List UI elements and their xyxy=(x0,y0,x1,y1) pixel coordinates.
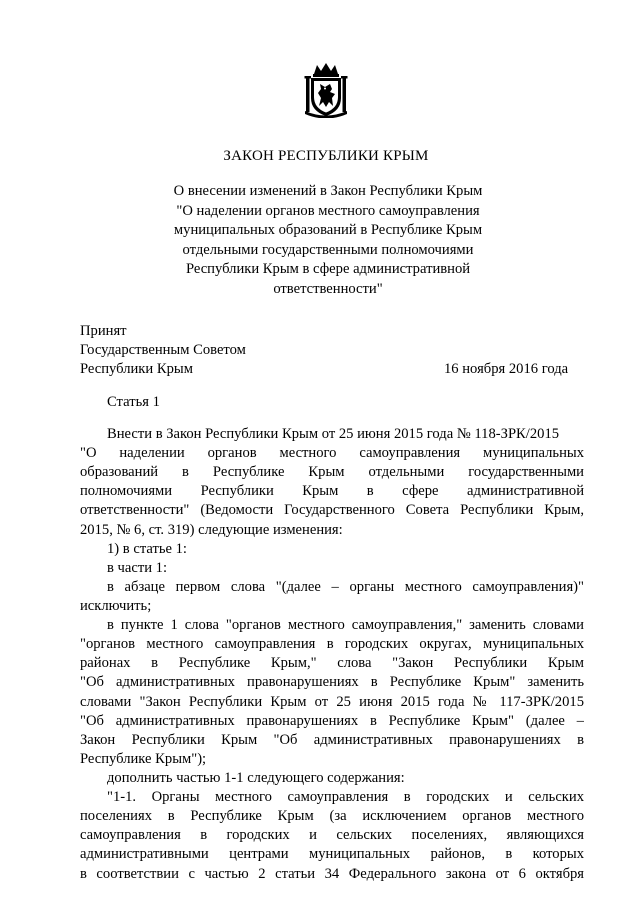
body-line: административными центрами муниципальных районов, в которых xyxy=(80,846,584,863)
body-line: "органов местного самоуправления в городских округах, муниципальных xyxy=(80,636,584,653)
body-line: 2015, № 6, ст. 319) следующие изменения: xyxy=(80,521,343,538)
body-line: Закон Республики Крым "Об административных правонарушениях в xyxy=(80,731,584,748)
body-line: ответственности" (Ведомости Государственного Совета Республики Крым, xyxy=(80,502,584,519)
body-line: словами "Закон Республики Крым от 25 июня 2015 года № 117-ЗРК/2015 xyxy=(80,693,584,710)
document-subtitle xyxy=(150,182,506,300)
article-body xyxy=(80,425,584,884)
body-line: "Об административных правонарушениях в Республике Крым" (далее – xyxy=(80,712,584,729)
body-line: Республике Крым"); xyxy=(80,750,207,767)
subtitle-line: отдельными государственными полномочиями xyxy=(182,241,474,258)
body-line: районах в Республике Крым," слова "Закон Республики Крым xyxy=(80,655,584,672)
adoption-date: 16 ноября 2016 года xyxy=(444,361,569,377)
body-line: Внести в Закон Республики Крым от 25 июня 2015 года № 118-ЗРК/2015 xyxy=(107,426,560,442)
body-line: образований в Республике Крым отдельными государственными xyxy=(80,464,584,481)
body-line: в соответствии с частью 2 статьи 34 Федерального закона от 6 октября xyxy=(80,865,584,882)
body-line: исключить; xyxy=(80,597,152,614)
body-line: в пункте 1 слова "органов местного самоуправления," заменить словами xyxy=(107,617,584,634)
body-line: самоуправления в городских и сельских поселениях, являющихся xyxy=(80,827,584,844)
adopted-by-republic: Республики Крым xyxy=(80,361,193,377)
subtitle-line: О внесении изменений в Закон Республики Крым xyxy=(173,183,483,199)
body-line: в абзаце первом слова "(далее – органы местного самоуправления)" xyxy=(107,578,584,595)
body-line: 1) в статье 1: xyxy=(107,540,187,557)
adopted-by-council: Государственным Советом xyxy=(80,342,246,358)
body-line: "О наделении органов местного самоуправления муниципальных xyxy=(80,445,584,462)
coat-of-arms-emblem xyxy=(304,62,348,118)
body-line: в части 1: xyxy=(107,559,168,576)
subtitle-line: "О наделении органов местного самоуправления xyxy=(176,202,480,219)
body-line: поселениях в Республике Крым (за исключением органов местного xyxy=(80,808,584,825)
subtitle-line: Республики Крым в сфере административной xyxy=(185,261,471,278)
article-heading: Статья 1 xyxy=(107,394,160,410)
subtitle-line: муниципальных образований в Республике Крым xyxy=(173,222,483,239)
body-line: дополнить частью 1-1 следующего содержания: xyxy=(107,769,405,786)
adoption-block xyxy=(80,322,246,379)
document-title: ЗАКОН РЕСПУБЛИКИ КРЫМ xyxy=(223,148,429,164)
body-line: "1-1. Органы местного самоуправления в городских и сельских xyxy=(107,789,584,806)
adopted-label: Принят xyxy=(80,323,127,339)
body-line: полномочиями Республики Крым в сфере административной xyxy=(80,483,584,500)
body-line: "Об административных правонарушениях в Республике Крым" заменить xyxy=(80,674,584,691)
subtitle-line: ответственности" xyxy=(273,280,383,297)
